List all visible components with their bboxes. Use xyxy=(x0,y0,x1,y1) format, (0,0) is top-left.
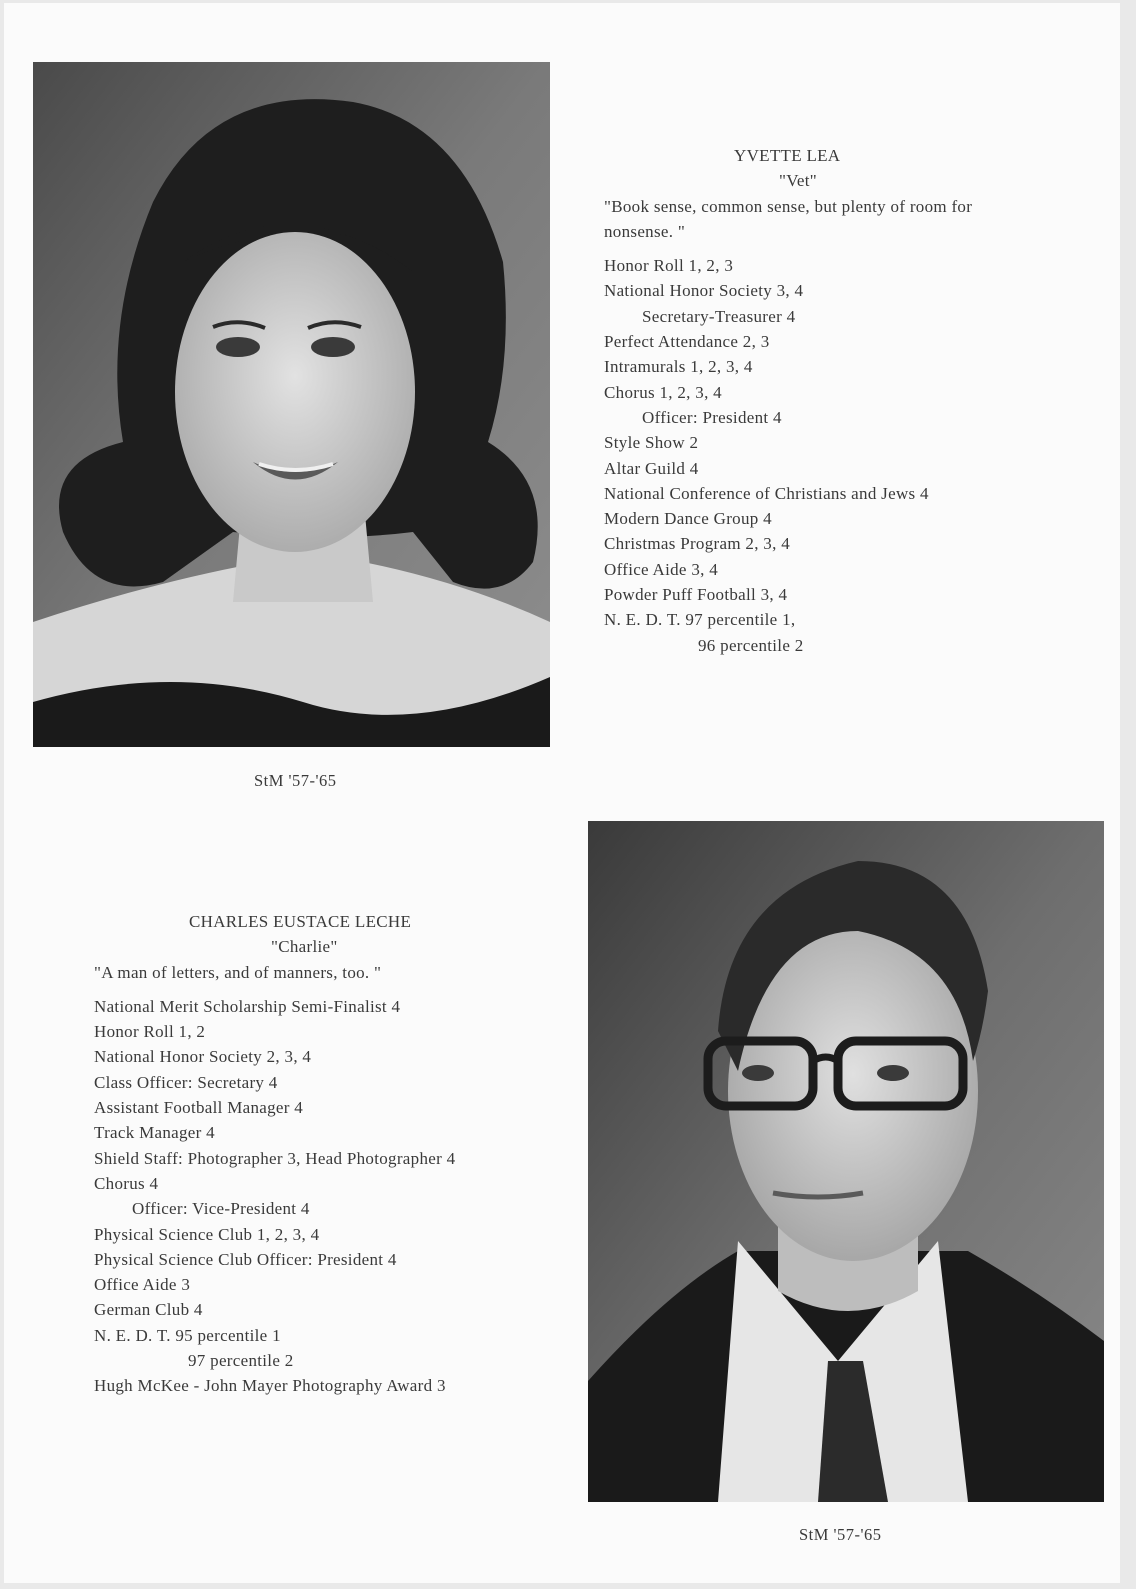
activity-item: Physical Science Club 1, 2, 3, 4 xyxy=(94,1224,320,1244)
portrait-photo-yvette xyxy=(33,62,550,747)
activity-item: N. E. D. T. 95 percentile 1 xyxy=(94,1325,281,1345)
student-quote: "Book sense, common sense, but plenty of room for nonsense. " xyxy=(604,196,973,241)
activity-item: Perfect Attendance 2, 3 xyxy=(604,332,770,352)
activity-item: Altar Guild 4 xyxy=(604,458,699,478)
activity-item: Secretary-Treasurer 4 xyxy=(642,306,796,326)
activity-item: Modern Dance Group 4 xyxy=(604,509,772,529)
activity-item: Intramurals 1, 2, 3, 4 xyxy=(604,357,753,377)
activities-list xyxy=(604,253,1034,658)
portrait-photo-charles xyxy=(588,821,1104,1502)
entry-yvette xyxy=(604,143,1034,658)
activity-item: Hugh McKee - John Mayer Photography Award 3 xyxy=(94,1376,446,1396)
activity-item: Shield Staff: Photographer 3, Head Photographer 4 xyxy=(94,1148,456,1168)
activity-item: Powder Puff Football 3, 4 xyxy=(604,585,788,605)
activity-item: Honor Roll 1, 2 xyxy=(94,1022,206,1042)
activity-item: Officer: Vice-President 4 xyxy=(132,1199,310,1219)
activity-item: Chorus 1, 2, 3, 4 xyxy=(604,382,722,402)
activity-item: Office Aide 3 xyxy=(94,1275,191,1295)
activity-item: National Conference of Christians and Jews 4 xyxy=(604,483,929,503)
activity-item: National Merit Scholarship Semi-Finalist 4 xyxy=(94,996,401,1016)
activity-item: N. E. D. T. 97 percentile 1, xyxy=(604,610,796,630)
activity-item: Track Manager 4 xyxy=(94,1123,215,1143)
student-name: YVETTE LEA xyxy=(734,146,841,165)
yearbook-page xyxy=(4,3,1120,1583)
student-nickname: "Charlie" xyxy=(271,937,338,957)
activity-item: Assistant Football Manager 4 xyxy=(94,1098,304,1118)
activity-item: German Club 4 xyxy=(94,1300,203,1320)
activity-item: National Honor Society 3, 4 xyxy=(604,281,804,301)
activity-item: Officer: President 4 xyxy=(642,407,782,427)
activity-item: 97 percentile 2 xyxy=(188,1351,294,1371)
activity-item: 96 percentile 2 xyxy=(698,635,804,655)
student-name: CHARLES EUSTACE LECHE xyxy=(189,912,412,931)
activity-item: Office Aide 3, 4 xyxy=(604,559,719,579)
page-caption: StM '57-'65 xyxy=(254,771,337,790)
activity-item: Chorus 4 xyxy=(94,1173,159,1193)
activity-item: National Honor Society 2, 3, 4 xyxy=(94,1047,312,1067)
activity-item: Christmas Program 2, 3, 4 xyxy=(604,534,790,554)
activity-item: Honor Roll 1, 2, 3 xyxy=(604,256,734,276)
activity-item: Class Officer: Secretary 4 xyxy=(94,1072,278,1092)
page-caption: StM '57-'65 xyxy=(799,1525,882,1544)
activity-item: Physical Science Club Officer: President 4 xyxy=(94,1249,397,1269)
activities-list xyxy=(94,994,564,1399)
activity-item: Style Show 2 xyxy=(604,433,699,453)
student-quote: "A man of letters, and of manners, too. " xyxy=(94,962,382,982)
student-nickname: "Vet" xyxy=(779,171,818,191)
entry-charles xyxy=(94,909,564,1399)
